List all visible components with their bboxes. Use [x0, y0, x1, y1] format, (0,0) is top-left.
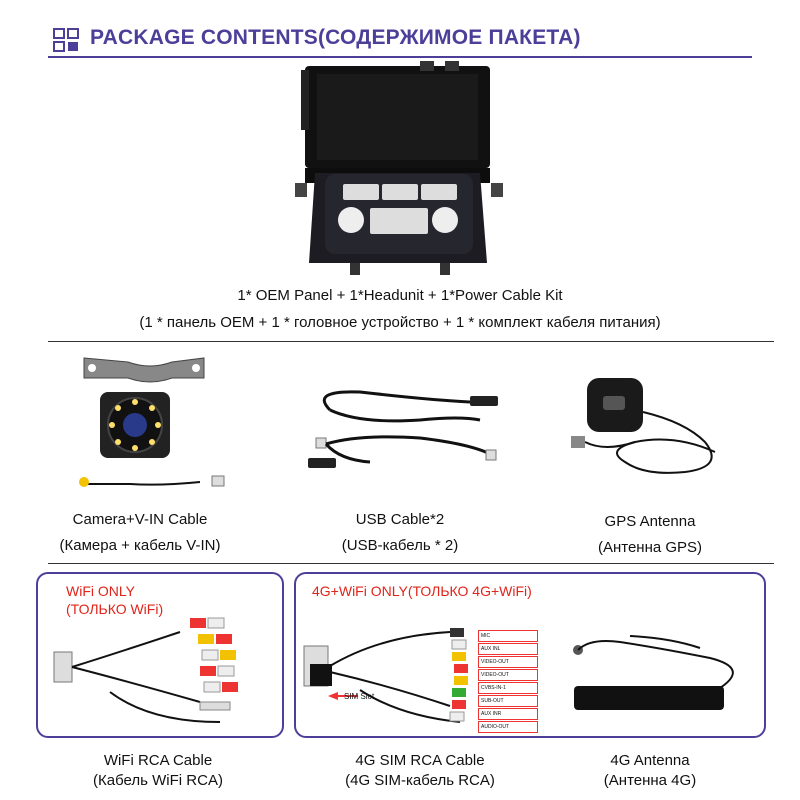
camera-image [70, 352, 230, 502]
gps-caption-line1: GPS Antenna [604, 513, 696, 530]
rca-tag: AUDIO-OUT [478, 721, 538, 733]
4g-antenna-caption-line1: 4G Antenna [610, 752, 690, 769]
rca-tag-list [478, 630, 538, 734]
gps-caption-line2: (Антенна GPS) [597, 539, 703, 556]
rca-tag: MIC [478, 630, 538, 642]
4g-antenna-caption-line2: (Антенна 4G) [603, 772, 697, 789]
main-caption-line2: (1 * панель OEM + 1 * головное устройство + 1 * комплект кабеля питания) [139, 314, 661, 331]
sim-rca-caption-line1: 4G SIM RCA Cable [355, 752, 485, 769]
camera-caption-line2: (Камера + кабель V-IN) [59, 537, 221, 554]
rca-tag: SUB-OUT [478, 695, 538, 707]
camera-caption-line1: Camera+V-IN Cable [72, 511, 208, 528]
wifi-only-label-line2: (ТОЛЬКО WiFi) [66, 601, 164, 617]
rca-tag: CVBS-IN-1 [478, 682, 538, 694]
sim-slot-tag: SIM Slot [344, 692, 375, 701]
usb-caption-line1: USB Cable*2 [355, 511, 445, 528]
main-caption-line1: 1* OEM Panel + 1*Headunit + 1*Power Cable Kit [237, 287, 563, 304]
usb-caption-line2: (USB-кабель * 2) [341, 537, 459, 554]
rca-tag: AUX INR [478, 708, 538, 720]
wifi-rca-caption-line2: (Кабель WiFi RCA) [93, 772, 223, 789]
4g-antenna-image [560, 628, 750, 726]
headunit-image [295, 58, 505, 280]
divider-top [48, 341, 774, 342]
rca-tag: AUX INL [478, 643, 538, 655]
rca-tag: VIDEO-OUT [478, 656, 538, 668]
wifi-rca-caption-line1: WiFi RCA Cable [103, 752, 213, 769]
wifi-rca-cable-image [50, 612, 250, 730]
4g-wifi-only-label: 4G+WiFi ONLY(ТОЛЬКО 4G+WiFi) [312, 583, 532, 599]
page-title: PACKAGE CONTENTS(СОДЕРЖИМОЕ ПАКЕТА) [90, 26, 581, 49]
header-icon [52, 27, 80, 53]
usb-cable-image [300, 380, 510, 480]
wifi-only-label-line1: WiFi ONLY [66, 583, 135, 599]
gps-antenna-image [565, 372, 745, 492]
rca-tag: VIDEO-OUT [478, 669, 538, 681]
divider-middle [48, 563, 774, 564]
sim-rca-caption-line2: (4G SIM-кабель RCA) [345, 772, 495, 789]
